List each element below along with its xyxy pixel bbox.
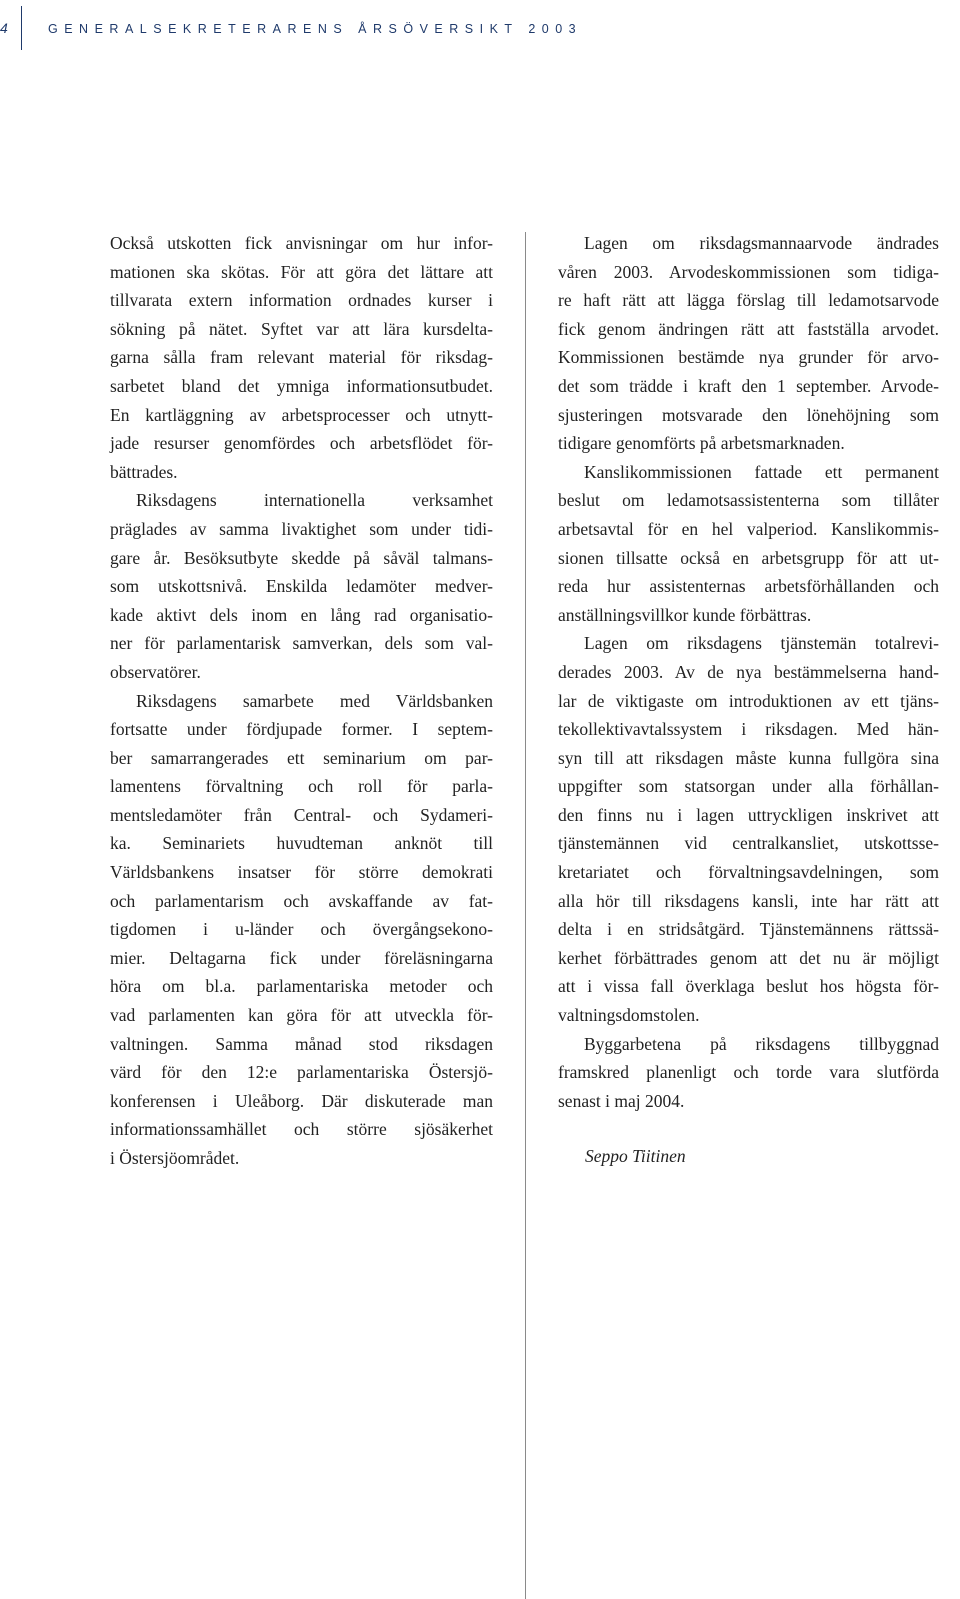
text-line: delta i en stridsåtgärd. Tjänstemännens rättssä-: [558, 919, 939, 940]
text-line: uppgifter som statsorgan under alla förhållan-: [558, 776, 939, 797]
text-line: sarbetet bland det ymniga informationsutbudet.: [110, 375, 493, 396]
text-line: kade aktivt dels inom en lång rad organisatio-: [110, 604, 493, 625]
text-line: anställningsvillkor kunde förbättras.: [558, 604, 812, 625]
text-line: Världsbankens insatser för större demokrati: [110, 862, 493, 883]
text-line: kerhet förbättrades genom att det nu är möjligt: [558, 947, 939, 968]
text-line: mentsledamöter från Central- och Sydameri-: [110, 804, 493, 825]
left-column: [110, 229, 493, 1173]
text-line: framskred planenligt och torde vara slutförda: [558, 1062, 939, 1083]
text-line: att i vissa fall överklaga beslut hos högsta för-: [558, 976, 939, 997]
page-number: 4: [0, 20, 8, 36]
text-line: En kartläggning av arbetsprocesser och utnytt-: [110, 404, 493, 425]
text-line: mationen ska skötas. För att göra det lättare att: [110, 261, 493, 282]
text-line: och parlamentarism och avskaffande av fat-: [110, 890, 493, 911]
text-line: lar de viktigaste om introduktionen av ett tjäns-: [558, 690, 939, 711]
text-line: Lagen om riksdagsmannaarvode ändrades: [584, 233, 939, 253]
text-line: sökning på nätet. Syftet var att lära kursdelta-: [110, 318, 493, 339]
text-line: ka. Seminariets huvudteman anknöt till: [110, 833, 493, 854]
text-line: tekollektivavtalssystem i riksdagen. Med hän-: [558, 719, 939, 740]
text-line: tillvarata extern information ordnades kurser i: [110, 290, 493, 311]
text-line: tidigare genomförts på arbetsmarknaden.: [558, 433, 845, 454]
text-line: som utskottsnivå. Enskilda ledamöter medver-: [110, 576, 493, 597]
text-line: alla hör till riksdagens kansli, inte har rätt att: [558, 890, 939, 911]
text-line: valtningsdomstolen.: [558, 1005, 700, 1026]
signature: Seppo Tiitinen: [585, 1146, 686, 1166]
text-line: det som trädde i kraft den 1 september. Arvode-: [558, 375, 939, 396]
text-line: bättrades.: [110, 461, 178, 482]
text-line: Också utskotten fick anvisningar om hur infor-: [110, 233, 493, 253]
text-line: ner för parlamentarisk samverkan, dels som val-: [110, 633, 493, 654]
text-line: sionen tillsatte också en arbetsgrupp för att ut-: [558, 547, 939, 568]
text-line: senast i maj 2004.: [558, 1090, 685, 1111]
text-line: Riksdagens internationella verksamhet: [136, 490, 493, 511]
text-line: präglades av samma livaktighet som under tidi-: [110, 518, 493, 539]
text-line: jade resurser genomfördes och arbetsflödet för-: [110, 433, 493, 454]
column-divider: [525, 232, 526, 1599]
right-column: [558, 229, 939, 1115]
text-line: gare år. Besöksutbyte skedde på såväl talmans-: [110, 547, 493, 568]
text-line: kretariatet och förvaltningsavdelningen, som: [558, 862, 939, 883]
header-divider: [21, 6, 22, 50]
text-line: höra om bl.a. parlamentariska metoder och: [110, 976, 493, 997]
text-line: arbetsavtal för en hel valperiod. Kanslikommis-: [558, 518, 939, 539]
text-line: i Östersjöområdet.: [110, 1148, 240, 1168]
text-line: Lagen om riksdagens tjänstemän totalrevi-: [584, 633, 939, 654]
text-line: fortsatte under fördjupade former. I septem-: [110, 719, 493, 740]
text-line: mier. Deltagarna fick under föreläsningarna: [110, 947, 493, 968]
text-line: ber samarrangerades ett seminarium om par-: [110, 747, 493, 768]
text-line: fick genom ändringen rätt att fastställa arvodet.: [558, 318, 939, 339]
text-line: beslut om ledamotsassistenterna som tillåter: [558, 490, 939, 511]
text-line: observatörer.: [110, 661, 201, 682]
text-line: lamentens förvaltning och roll för parla-: [110, 776, 493, 797]
text-line: den finns nu i lagen uttryckligen inskrivet att: [558, 804, 939, 825]
text-line: våren 2003. Arvodeskommissionen som tidiga-: [558, 261, 939, 282]
text-line: garna sålla fram relevant material för riksdag-: [110, 347, 493, 368]
text-line: Kanslikommissionen fattade ett permanent: [584, 461, 939, 482]
text-line: valtningen. Samma månad stod riksdagen: [110, 1033, 493, 1054]
text-line: tjänstemännen vid centralkansliet, utskottsse-: [558, 833, 939, 854]
text-line: konferensen i Uleåborg. Där diskuterade man: [110, 1090, 493, 1111]
text-line: derades 2003. Av de nya bestämmelserna hand-: [558, 661, 939, 682]
text-line: informationssamhället och större sjösäkerhet: [110, 1119, 493, 1140]
text-line: syn till att riksdagen måste kunna fullgöra sina: [558, 747, 939, 768]
text-line: tigdomen i u-länder och övergångsekono-: [110, 919, 493, 940]
text-line: Byggarbetena på riksdagens tillbyggnad: [584, 1033, 939, 1054]
text-line: Kommissionen bestämde nya grunder för arvo-: [558, 347, 939, 368]
text-line: Riksdagens samarbete med Världsbanken: [136, 690, 493, 711]
running-head: GENERALSEKRETERARENS ÅRSÖVERSIKT 2003: [48, 22, 583, 36]
text-line: sjusteringen motsvarade den lönehöjning som: [558, 404, 939, 425]
text-line: reda hur assistenternas arbetsförhållanden och: [558, 576, 939, 597]
text-line: re haft rätt att lägga förslag till ledamotsarvode: [558, 290, 939, 311]
text-line: vad parlamenten kan göra för att utveckla för-: [110, 1005, 493, 1026]
text-line: värd för den 12:e parlamentariska Östersjö-: [110, 1062, 493, 1083]
